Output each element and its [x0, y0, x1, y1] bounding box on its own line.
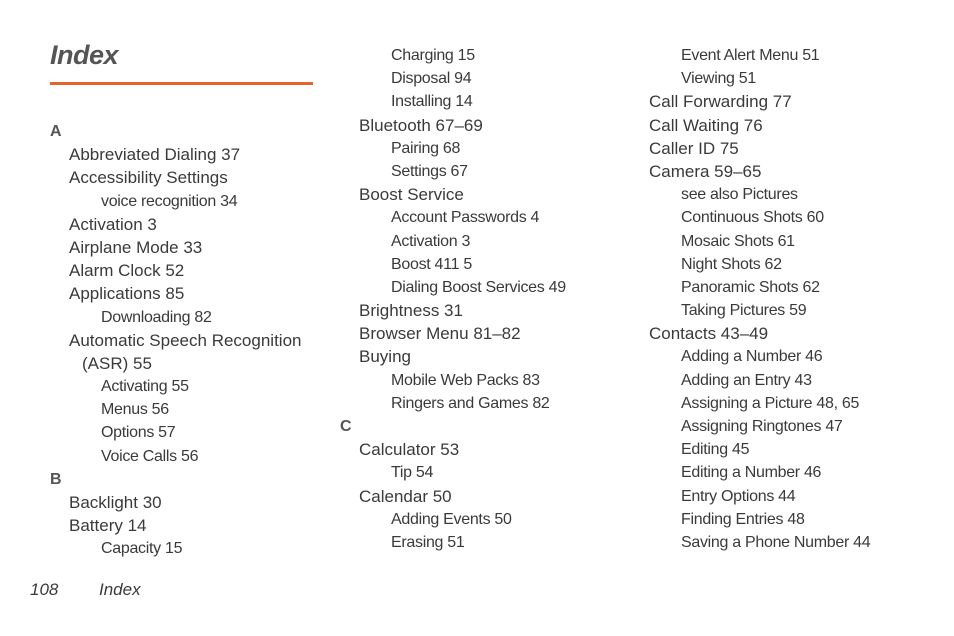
index-subentry: Settings 67: [391, 162, 468, 180]
index-subentry: Assigning a Picture 48, 65: [681, 394, 860, 412]
index-entry: Call Forwarding 77: [649, 92, 792, 112]
index-subentry: Event Alert Menu 51: [681, 47, 820, 64]
index-subentry: Taking Pictures 59: [681, 302, 807, 320]
page-number: 108: [30, 580, 59, 599]
index-column-3: [630, 44, 870, 554]
index-subentry: Panoramic Shots 62: [681, 278, 820, 296]
index-entry: Activation 3: [69, 214, 157, 234]
index-subentry: Editing a Number 46: [681, 464, 822, 482]
index-entry: Brightness 31: [359, 301, 463, 321]
index-entry: Calculator 53: [359, 440, 460, 460]
index-entry: Browser Menu 81–82: [359, 324, 521, 344]
page-title: Index: [50, 40, 119, 70]
index-subentry: Dialing Boost Services 49: [391, 278, 566, 296]
index-subentry: Mobile Web Packs 83: [391, 371, 540, 389]
footer-section-title: Index: [99, 580, 141, 599]
title-underline: [50, 82, 313, 85]
index-subentry: Assigning Ringtones 47: [681, 418, 843, 435]
index-entry: Contacts 43–49: [649, 324, 769, 344]
index-entry-continuation: (ASR) 55: [82, 353, 152, 373]
index-entry: Boost Service: [359, 185, 464, 205]
index-entry: Backlight 30: [69, 493, 162, 512]
index-entry: Battery 14: [69, 516, 147, 536]
index-entry: Accessibility Settings: [69, 168, 228, 188]
index-entry: Automatic Speech Recognition: [69, 330, 302, 350]
index-entry: Alarm Clock 52: [69, 261, 185, 281]
index-subentry: Editing 45: [681, 441, 750, 459]
index-subentry: Adding an Entry 43: [681, 371, 812, 389]
index-subentry: Erasing 51: [391, 533, 465, 551]
index-subentry: voice recognition 34: [101, 192, 238, 210]
index-letter-heading: C: [340, 418, 352, 435]
index-entry: Abbreviated Dialing 37: [69, 145, 241, 165]
index-subentry: Saving a Phone Number 44: [681, 533, 871, 551]
index-entry: Applications 85: [69, 284, 185, 304]
index-subentry: Finding Entries 48: [681, 510, 805, 528]
index-subentry: Downloading 82: [101, 308, 212, 326]
index-subentry: Menus 56: [101, 401, 169, 419]
index-subentry: Tip 54: [391, 464, 434, 482]
page-footer: [30, 580, 141, 600]
index-subentry: see also Pictures: [681, 186, 798, 204]
index-subentry: Disposal 94: [391, 70, 472, 88]
index-subentry: Voice Calls 56: [101, 447, 199, 465]
index-entry: Caller ID 75: [649, 138, 739, 158]
index-column-2: [340, 44, 566, 554]
index-subentry: Boost 411 5: [391, 255, 472, 273]
index-subentry: Entry Options 44: [681, 487, 796, 505]
index-entry: Calendar 50: [359, 486, 452, 506]
index-subentry: Options 57: [101, 424, 176, 442]
index-subentry: Ringers and Games 82: [391, 394, 550, 412]
index-entry: Buying: [359, 347, 411, 367]
index-subentry: Mosaic Shots 61: [681, 232, 795, 250]
index-entry: Bluetooth 67–69: [359, 115, 483, 135]
index-subentry: Capacity 15: [101, 540, 183, 558]
index-subentry: Adding a Number 46: [681, 348, 823, 366]
index-entry: Airplane Mode 33: [69, 237, 203, 257]
index-entry: Call Waiting 76: [649, 115, 763, 135]
index-column-1: [50, 120, 301, 561]
index-subentry: Continuous Shots 60: [681, 209, 824, 227]
index-subentry: Activation 3: [391, 232, 471, 250]
index-letter-heading: B: [50, 470, 62, 488]
index-subentry: Activating 55: [101, 378, 189, 396]
index-letter-heading: A: [50, 123, 62, 140]
index-entry: Camera 59–65: [649, 161, 762, 181]
index-subentry: Installing 14: [391, 93, 473, 111]
index-subentry: Night Shots 62: [681, 255, 782, 273]
index-subentry: Pairing 68: [391, 139, 461, 157]
index-subentry: Account Passwords 4: [391, 209, 540, 227]
index-subentry: Adding Events 50: [391, 510, 512, 528]
index-subentry: Charging 15: [391, 47, 475, 64]
index-subentry: Viewing 51: [681, 70, 756, 88]
